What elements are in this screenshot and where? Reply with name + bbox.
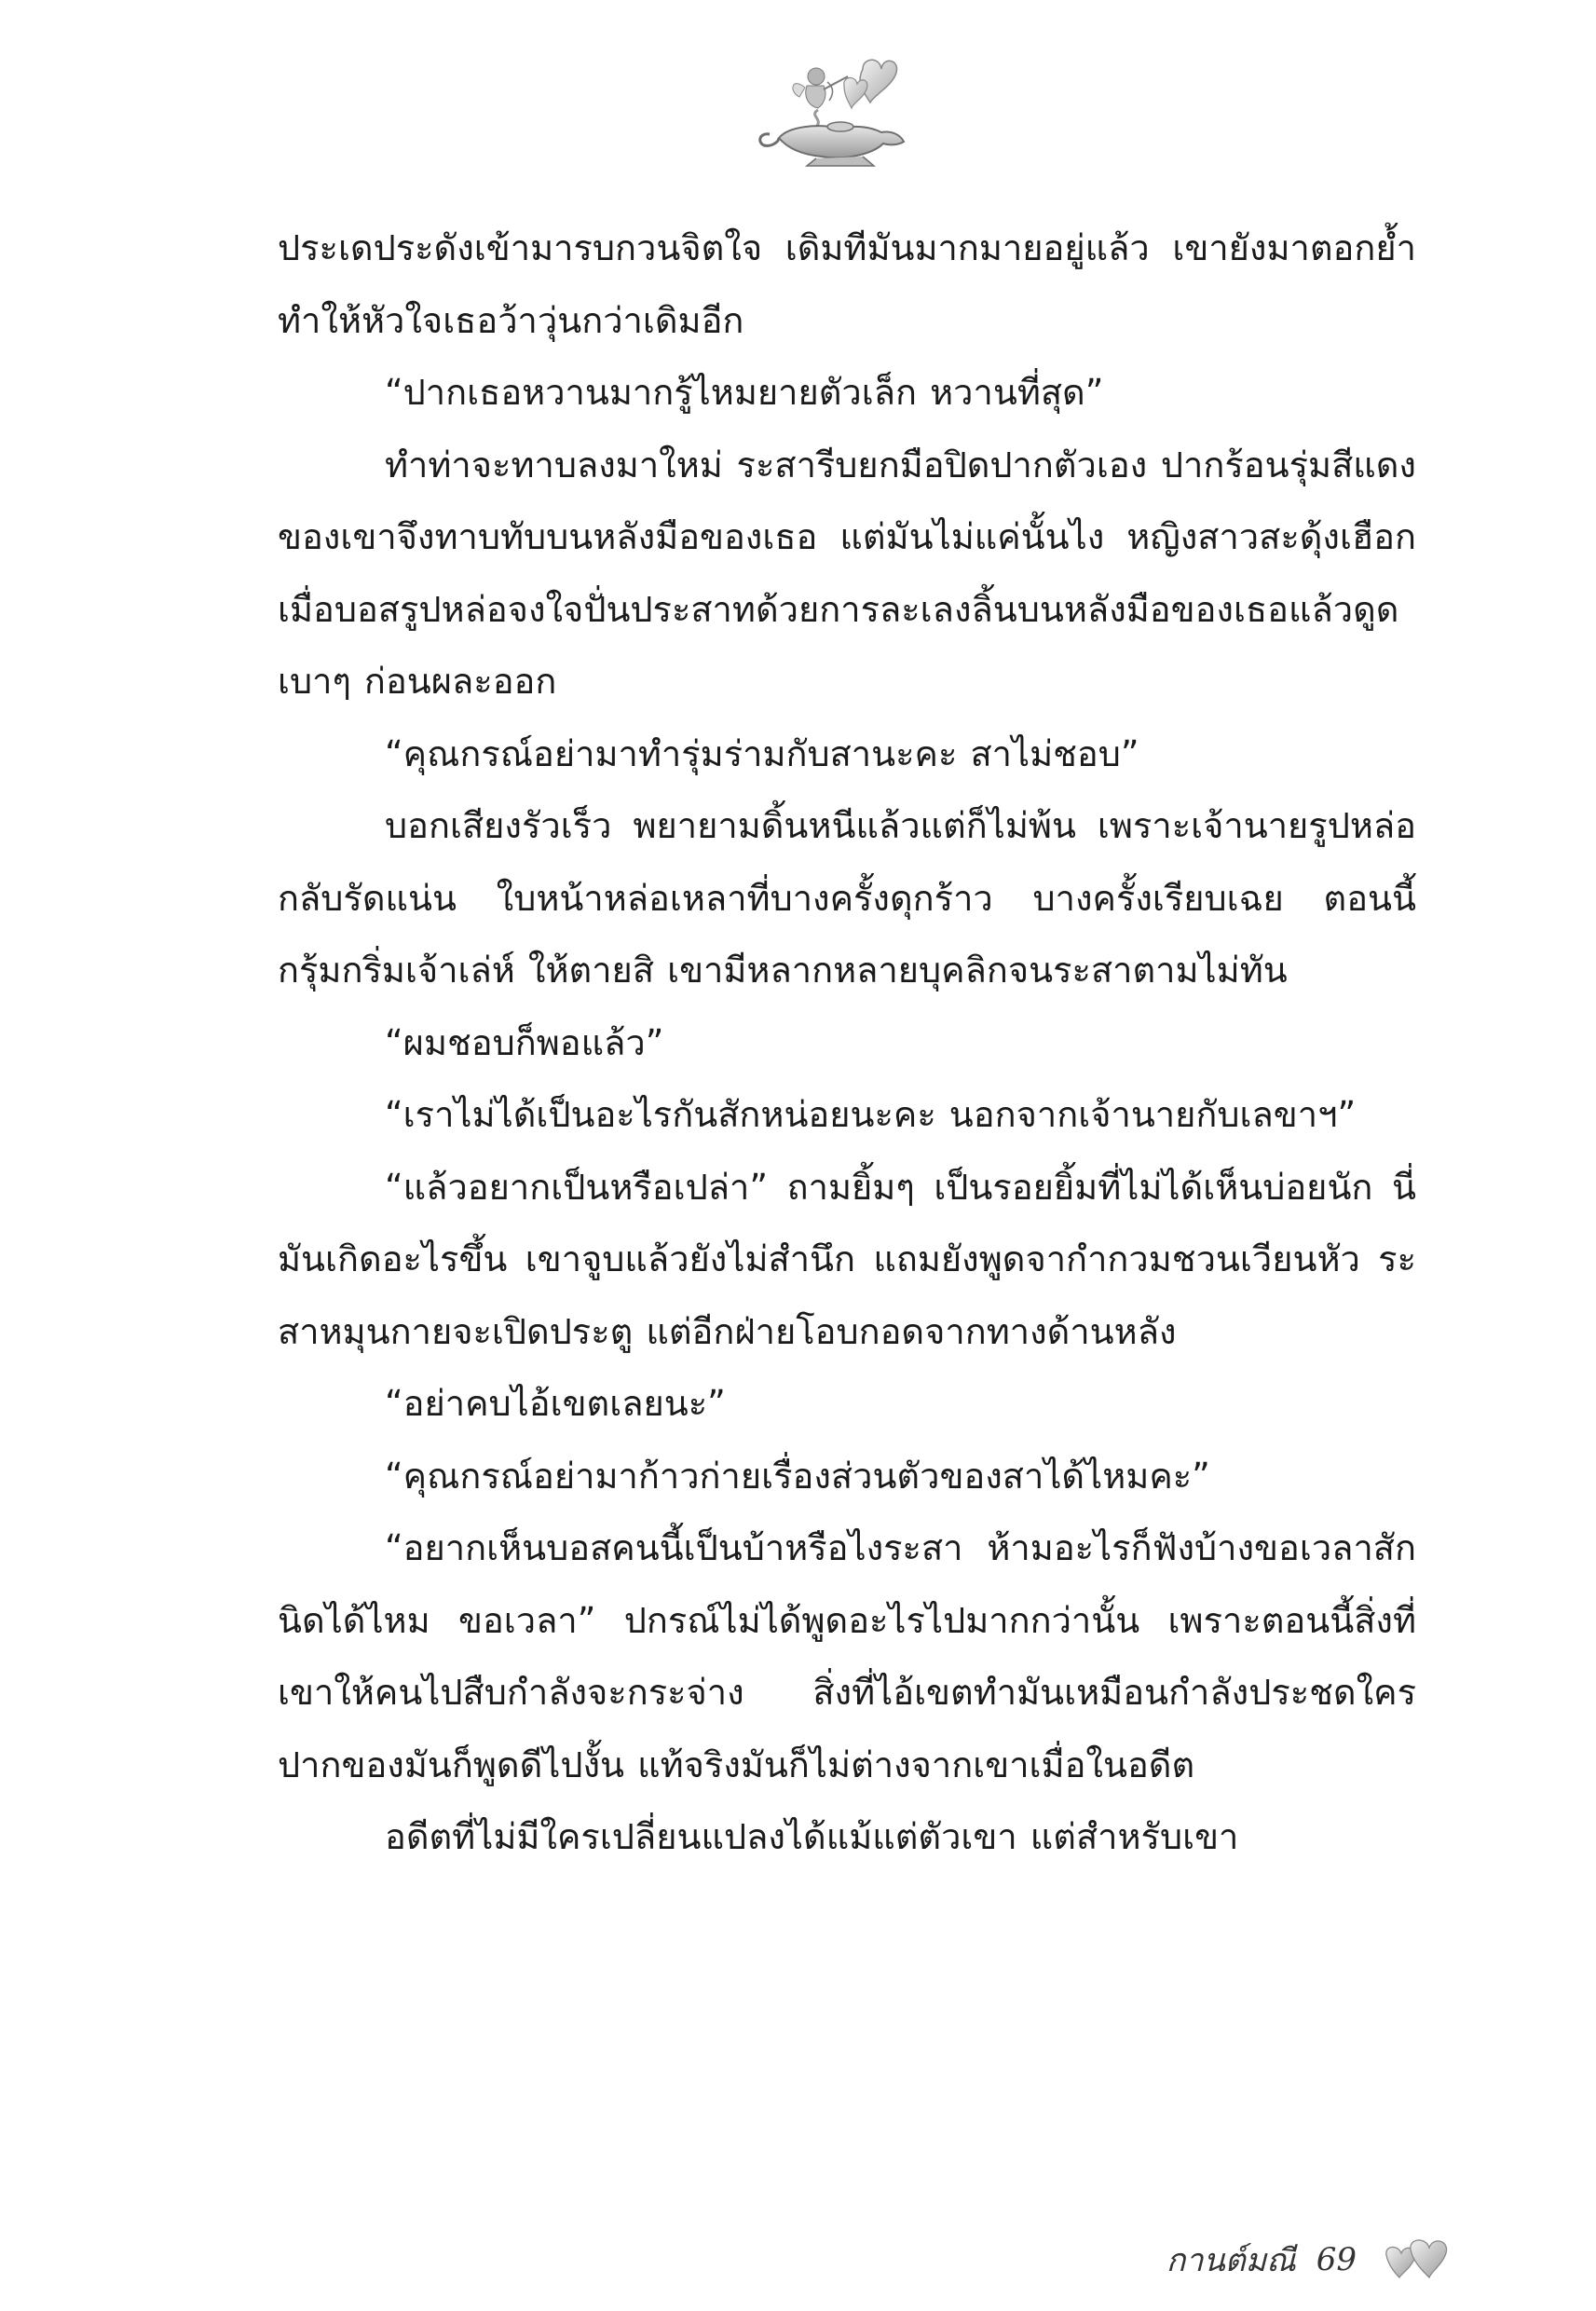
page-footer bbox=[1099, 2227, 1453, 2292]
paragraph: ทำท่าจะทาบลงมาใหม่ ระสารีบยกมือปิดปากตัวเอง ปากร้อนรุ่มสีแดงของเขาจึงทาบทับบนหลังมือของเธอ แต่มันไม่แค่นั้นไง หญิงสาวสะดุ้งเฮือกเมื่อบอสรูปหล่อจงใจปั่นประสาทด้วยการละเลงลิ้นบนหลังมือของเธอแล้วดูดเบาๆ ก่อนผละออก bbox=[278, 444, 1416, 702]
paragraph: “อยากเห็นบอสคนนี้เป็นบ้าหรือไงระสา ห้ามอะไรก็ฟังบ้างขอเวลาสักนิดได้ไหม ขอเวลา” ปกรณ์ไม่ได้พูดอะไรไปมากกว่านั้น เพราะตอนนี้สิ่งที่เขาให้คนไปสืบกำลังจะกระจ่าง สิ่งที่ไอ้เขตทำมันเหมือนกำลังประชดใคร ปากของมันก็พูดดีไปงั้น แท้จริงมันก็ไม่ต่างจากเขาเมื่อในอดีต bbox=[278, 1527, 1416, 1785]
paragraph: “ปากเธอหวานมากรู้ไหมยายตัวเล็ก หวานที่สุด” bbox=[385, 372, 1104, 413]
two-hearts-icon bbox=[1379, 2236, 1453, 2283]
paragraph: “ผมชอบก็พอแล้ว” bbox=[385, 1021, 664, 1063]
body-text bbox=[278, 212, 1416, 1874]
paragraph: ประเดประดังเข้ามารบกวนจิตใจ เดิมทีมันมากมายอยู่แล้ว เขายังมาตอกย้ำทำให้หัวใจเธอว้าวุ่นกว่าเดิมอีก bbox=[278, 227, 1416, 341]
page-number: 69 bbox=[1316, 2241, 1357, 2278]
paragraph: “คุณกรณ์อย่ามาทำรุ่มร่ามกับสานะคะ สาไม่ชอบ” bbox=[385, 732, 1139, 774]
genie-lamp-cupid-heart-icon bbox=[751, 48, 919, 170]
paragraph: “คุณกรณ์อย่ามาก้าวก่ายเรื่องส่วนตัวของสาได้ไหมคะ” bbox=[385, 1455, 1210, 1497]
paragraph: บอกเสียงรัวเร็ว พยายามดิ้นหนีแล้วแต่ก็ไม่พ้น เพราะเจ้านายรูปหล่อกลับรัดแน่น ใบหน้าหล่อเหลาที่บางครั้งดุกร้าว บางครั้งเรียบเฉย ตอนนี้กรุ้มกริ่มเจ้าเล่ห์ ให้ตายสิ เขามีหลากหลายบุคลิกจนระสาตามไม่ทัน bbox=[278, 805, 1416, 991]
paragraph: อดีตที่ไม่มีใครเปลี่ยนแปลงได้แม้แต่ตัวเขา แต่สำหรับเขา bbox=[385, 1816, 1239, 1857]
book-title: กานต์มณี bbox=[1166, 2242, 1296, 2279]
paragraph: “อย่าคบไอ้เขตเลยนะ” bbox=[385, 1383, 726, 1424]
paragraph: “เราไม่ได้เป็นอะไรกันสักหน่อยนะคะ นอกจากเจ้านายกับเลขาฯ” bbox=[385, 1094, 1357, 1135]
paragraph: “แล้วอยากเป็นหรือเปล่า” ถามยิ้มๆ เป็นรอยยิ้มที่ไม่ได้เห็นบ่อยนัก นี่มันเกิดอะไรขึ้น เขาจูบแล้วยังไม่สำนึก แถมยังพูดจากำกวมชวนเวียนหัว ระสาหมุนกายจะเปิดประตู แต่อีกฝ่ายโอบกอดจากทางด้านหลัง bbox=[278, 1166, 1416, 1352]
